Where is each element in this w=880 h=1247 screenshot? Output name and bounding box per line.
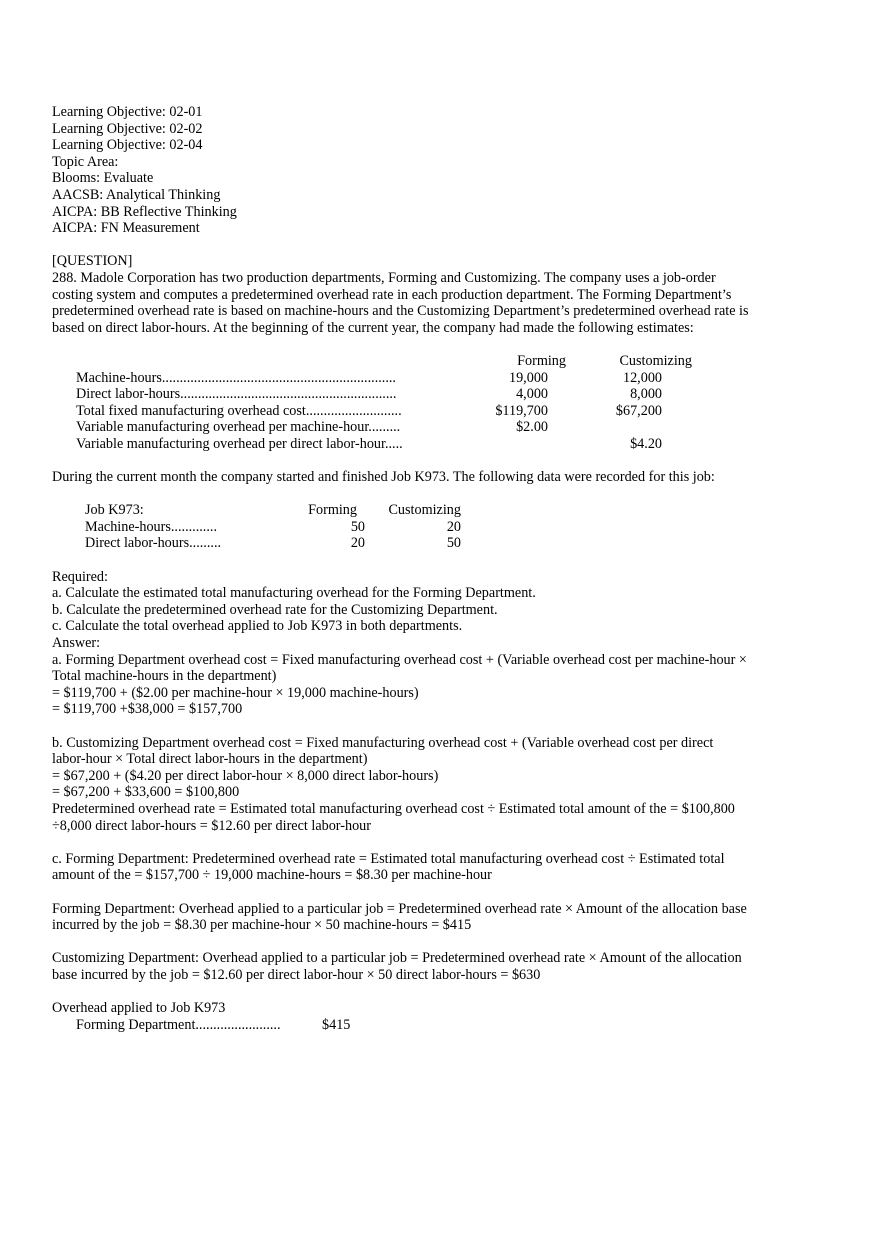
answer-label: Answer:: [52, 635, 101, 651]
during-text: During the current month the company started and finished Job K973. The following data were recorded for this job:: [52, 469, 715, 486]
aicpa-fn: AICPA: FN Measurement: [52, 220, 200, 237]
estimates-row-label: Machine-hours..................................................................: [76, 369, 396, 386]
job-row-customizing: 20: [446, 518, 461, 535]
estimates-row: [76, 419, 692, 436]
estimates-row-customizing: 8,000: [630, 386, 662, 403]
forming-applied: Forming Department: Overhead applied to a particular job = Predetermined overhead rate × Amount of the allocation base incurred by the job = $8.30 per machine-hour × 50 machine-hours = $415: [52, 900, 747, 934]
estimates-row: [76, 370, 692, 387]
summary-title: Overhead applied to Job K973: [52, 1000, 226, 1017]
question-tag: [QUESTION]: [52, 253, 133, 270]
answer-a-line: = $119,700 + ($2.00 per machine-hour × 19,000 machine-hours): [52, 684, 419, 701]
topic-area: Topic Area:: [52, 153, 119, 170]
estimates-header-forming: Forming: [517, 352, 566, 369]
estimates-row-forming: 19,000: [508, 369, 548, 386]
summary-block: [52, 1000, 772, 1033]
document-page: [52, 104, 772, 1033]
metadata-block: [52, 104, 772, 237]
estimates-row-customizing: $67,200: [615, 402, 662, 419]
answer-b-line: = $67,200 + ($4.20 per direct labor-hour × 8,000 direct labor-hours): [52, 767, 439, 784]
estimates-row-label: Total fixed manufacturing overhead cost...........................: [76, 402, 402, 419]
job-title: Job K973:: [85, 502, 144, 519]
answer-b-block: [52, 735, 772, 835]
job-row: [85, 535, 461, 552]
answer-a-line: = $119,700 +$38,000 = $157,700: [52, 701, 243, 718]
job-table: [85, 502, 461, 552]
job-row-forming: 50: [350, 518, 365, 535]
customizing-applied: Customizing Department: Overhead applied to a particular job = Predetermined overhead rate × Amount of the allocation base incurred by the job = $12.60 per direct labor-hour × 50 direct labor-hours = $630: [52, 950, 742, 983]
blooms: Blooms: Evaluate: [52, 170, 154, 187]
answer-a-line: a. Forming Department overhead cost = Fixed manufacturing overhead cost + (Variable overhead cost per machine-hour × Total machine-hours in the department): [52, 651, 747, 685]
aacsb: AACSB: Analytical Thinking: [52, 186, 221, 203]
job-row-forming: 20: [350, 535, 365, 552]
estimates-row-forming: [456, 436, 566, 453]
job-header-row: [85, 502, 461, 519]
answer-a-block: [52, 652, 772, 718]
required-block: [52, 569, 772, 635]
learning-objective-1: Learning Objective: 02-01: [52, 104, 203, 120]
job-header-forming: Forming: [308, 502, 357, 519]
required-c: c. Calculate the total overhead applied to Job K973 in both departments.: [52, 618, 463, 635]
summary-table: [52, 1017, 350, 1034]
job-row: [85, 519, 461, 536]
estimates-row-customizing: [566, 419, 692, 436]
answer-c: c. Forming Department: Predetermined overhead rate = Estimated total manufacturing overhead cost ÷ Estimated total amount of the = $157,700 ÷ 19,000 machine-hours = $8.30 per machine-hour: [52, 850, 725, 884]
job-row-label: Direct labor-hours.........: [85, 535, 222, 552]
summary-row-label: Forming Department........................: [76, 1016, 281, 1033]
answer-b-line: = $67,200 + $33,600 = $100,800: [52, 784, 240, 801]
aicpa-bb: AICPA: BB Reflective Thinking: [52, 203, 237, 220]
estimates-row-forming: $119,700: [495, 402, 548, 419]
learning-objective-3: Learning Objective: 02-04: [52, 137, 203, 154]
estimates-row-label: Direct labor-hours.............................................................: [76, 386, 397, 403]
question-text: 288. Madole Corporation has two production departments, Forming and Customizing. The company uses a job-order costing system and computes a predetermined overhead rate in each production department. The Forming Department’s predetermined overhead rate is based on machine-hours and the Customizing Department’s predetermined overhead rate is based on direct labor-hours. At the beginning of the current year, the company had made the following estimates:: [52, 269, 749, 336]
summary-row: [52, 1017, 350, 1034]
estimates-row-label: Variable manufacturing overhead per machine-hour.........: [76, 419, 401, 436]
required-heading: Required:: [52, 568, 108, 585]
job-row-customizing: 50: [446, 535, 461, 552]
required-a: a. Calculate the estimated total manufacturing overhead for the Forming Department.: [52, 585, 536, 602]
answer-b-line: b. Customizing Department overhead cost = Fixed manufacturing overhead cost + (Variable overhead cost per direct labor-hour × Total direct labor-hours in the department): [52, 734, 714, 768]
estimates-row-customizing: $4.20: [630, 435, 662, 452]
answer-b-line: Predetermined overhead rate = Estimated total manufacturing overhead cost ÷ Estimated total amount of the = $100,800 ÷8,000 direct labor-hours = $12.60 per direct labor-hour: [52, 800, 735, 834]
summary-row-value: $415: [322, 1016, 351, 1033]
estimates-row: [76, 403, 692, 420]
required-b: b. Calculate the predetermined overhead rate for the Customizing Department.: [52, 601, 498, 618]
estimates-header-customizing: Customizing: [619, 352, 692, 369]
estimates-table: [76, 353, 692, 453]
estimates-header-row: [76, 353, 692, 370]
job-header-customizing: Customizing: [388, 502, 461, 519]
estimates-row: [76, 436, 692, 453]
estimates-row-forming: $2.00: [516, 419, 548, 436]
estimates-row-forming: 4,000: [516, 386, 548, 403]
learning-objective-2: Learning Objective: 02-02: [52, 120, 203, 137]
job-row-label: Machine-hours.............: [85, 518, 217, 535]
estimates-row-customizing: 12,000: [622, 369, 662, 386]
estimates-row: [76, 386, 692, 403]
estimates-row-label: Variable manufacturing overhead per direct labor-hour.....: [76, 435, 403, 452]
